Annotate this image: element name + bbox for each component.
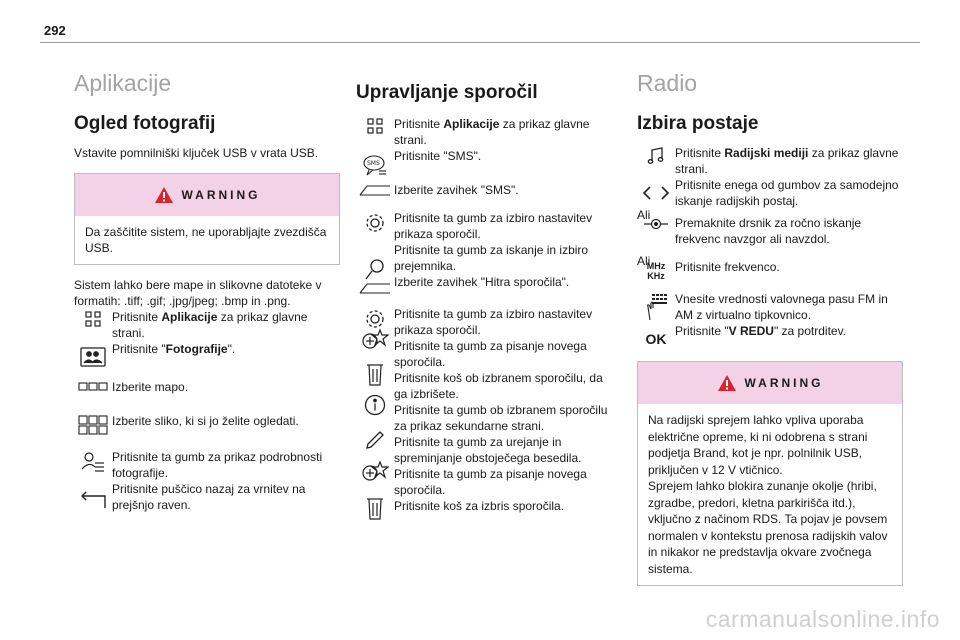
step-text: Pritisnite ta gumb za prikaz podrobnosti fotografije. Pritisnite puščico nazaj za vrnitev na prejšnjo raven.: [112, 450, 323, 512]
step-row: [74, 413, 340, 435]
music-note-icon: [637, 145, 675, 165]
folders-icon: [74, 379, 112, 391]
step-text: Pritisnite ta gumb za izbiro nastavitev prikaza sporočil. Pritisnite ta gumb za iskanje in izbiro prejemnika. Izberite zavihek "Hitra sporočila".: [394, 211, 593, 289]
or-text: Ali: [637, 208, 651, 222]
step-text: Vnesite vrednosti valovnega pasu FM in AM z virtualno tipkovnico. Pritisnite "V REDU" za potrditev.: [675, 292, 888, 338]
trash-icon: [356, 496, 394, 526]
step-row: [637, 145, 903, 209]
settings-gear-icon: [356, 210, 394, 234]
sub-title-station: Izbira postaje: [637, 113, 759, 134]
edit-pencil-icon: [356, 430, 394, 460]
watermark: carmanualsonline.info: [705, 606, 940, 632]
step-row: [74, 309, 340, 357]
warning-text: Na radijski sprejem lahko vpliva uporaba električne opreme, ki ni odobrena s strani podjetja Brand, kot je npr. polnilnik USB, priključen v 12 V vtičnico. Sprejem lahko blokira zunanje okolje (hribi, zgradbe, predori, kletna parkirišča itd.), vključno z načinom RDS. Ta pojav je povsem normalen v kontekstu prenosa radijskih valov in nikakor ne predstavlja okvare zvočnega sistema.: [648, 413, 888, 576]
step-text: Pritisnite Aplikacije za prikaz glavne strani. Pritisnite "Fotografije".: [112, 310, 308, 356]
apps-grid-icon: [356, 116, 394, 134]
back-arrow-icon: [74, 491, 112, 509]
step-row: [637, 291, 903, 339]
step-text: Izberite zavihek "SMS".: [394, 183, 519, 197]
step-row: [356, 210, 616, 290]
step-text: Pritisnite ta gumb za izbiro nastavitev prikaza sporočil. Pritisnite ta gumb za pisanje novega sporočila. Pritisnite koš ob izbranem sporočilu, da ga izbrišete. Pritisnite ta gumb ob izbranem sporočilu za prikaz sekundarne strani. Pritisnite ta gumb za urejanje in spreminjanje obstoječega besedila. Pritisnite ta gumb za pisanje novega sporočila. Pritisnite koš za izbris sporočila.: [394, 307, 608, 513]
trash-icon: [356, 358, 394, 394]
intro-text: Vstavite pomnilniški ključek USB v vrata USB.: [74, 146, 319, 160]
message-icons: [356, 328, 394, 526]
step-text: Premaknite drsnik za ročno iskanje frekvenc navzgor ali navzdol.: [675, 216, 862, 246]
sub-title-messages: Upravljanje sporočil: [356, 82, 538, 103]
image-grid-icon: [74, 413, 112, 435]
search-icon: [356, 256, 394, 280]
keypad-icon: [637, 291, 675, 321]
frequency-icon: MHz KHz: [646, 261, 666, 281]
step-text: Izberite mapo.: [112, 380, 189, 394]
warning-text: Da zaščitite sistem, ne uporabljajte zvezdišča USB.: [85, 225, 327, 255]
apps-grid-icon: [74, 309, 112, 327]
column-applications: [74, 70, 340, 512]
ok-icon: OK: [645, 331, 667, 347]
warning-label: WARNING: [744, 376, 824, 390]
warning-label: WARNING: [181, 188, 261, 202]
formats-text: Sistem lahko bere mape in slikovne datoteke v formatih: .tiff; .gif; .jpg/jpeg; .bmp in .png.: [74, 278, 322, 308]
warning-triangle-icon: [717, 374, 737, 392]
chevron-left-right-icon: [637, 183, 675, 201]
sub-title-photos: Ogled fotografij: [74, 113, 216, 134]
step-text: Izberite sliko, ki si jo želite ogledati.: [112, 414, 299, 428]
compose-icon: [356, 460, 394, 496]
top-rule: [40, 42, 920, 43]
step-text: Pritisnite Aplikacije za prikaz glavne strani. Pritisnite "SMS".: [394, 117, 590, 163]
or-text: Ali: [637, 254, 651, 268]
page-number: 292: [44, 23, 66, 38]
sms-icon: [356, 152, 394, 176]
section-title-radio: Radio: [637, 70, 698, 96]
warning-triangle-icon: [154, 186, 174, 204]
step-text: Pritisnite frekvenco.: [675, 260, 780, 274]
step-row: [356, 116, 616, 164]
step-row: [637, 215, 903, 247]
step-row: [356, 182, 616, 198]
warning-header: [638, 362, 902, 404]
section-title-applications: Aplikacije: [74, 70, 172, 96]
photo-details-icon: [74, 449, 112, 475]
svg-text:SMS: SMS: [367, 160, 380, 167]
step-row: [356, 306, 616, 514]
warning-box-usb: [74, 173, 340, 265]
compose-icon: [356, 328, 394, 358]
slider-tune-icon: [637, 215, 675, 231]
step-text: Pritisnite Radijski mediji za prikaz glavne strani. Pritisnite enega od gumbov za samodejno iskanje radijskih postaj.: [675, 146, 899, 208]
photos-icon: [74, 345, 112, 367]
settings-gear-icon: [356, 306, 394, 330]
info-icon: [356, 394, 394, 430]
step-row: [74, 379, 340, 395]
step-row: [74, 449, 340, 513]
warning-header: [75, 174, 339, 216]
column-radio: [637, 70, 903, 598]
column-messages: [356, 78, 616, 514]
tab-icon: [356, 280, 394, 294]
tab-icon: [356, 182, 394, 196]
step-row: [637, 259, 903, 281]
warning-box-radio: [637, 361, 903, 586]
